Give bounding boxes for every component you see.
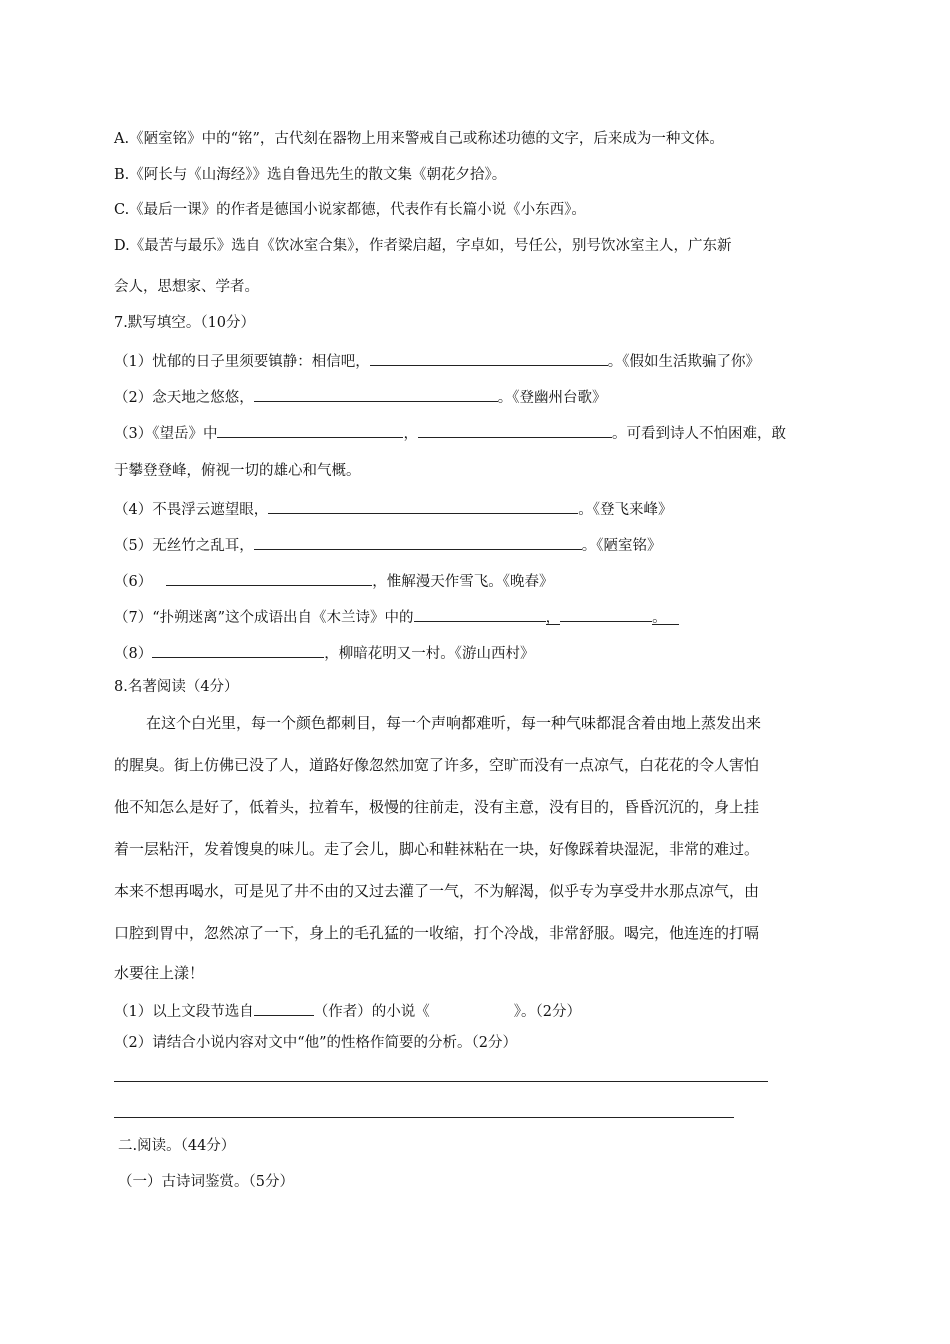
q7-item-5-prompt: （5）无丝竹之乱耳， — [114, 538, 254, 554]
q7-title: 7.默写填空。（10分） — [114, 315, 256, 331]
q7-item-7-blank-a[interactable] — [414, 605, 546, 622]
option-a: A.《陋室铭》中的“铭”，古代刻在器物上用来警戒自己或称述功德的文字，后来成为一种文体。 — [114, 131, 724, 147]
q7-item-8-source: ，柳暗花明又一村。《游山西村》 — [324, 646, 535, 662]
q7-item-2-prompt: （2）念天地之悠悠， — [114, 390, 254, 406]
q8-sub-1-prompt: （1）以上文段节选自 — [114, 1004, 254, 1020]
q7-item-4 — [114, 497, 672, 520]
q7-item-4-blank[interactable] — [268, 497, 578, 514]
q7-item-7-blank-b[interactable] — [560, 605, 652, 622]
q7-item-2 — [114, 385, 606, 408]
q7-item-8-blank[interactable] — [152, 641, 324, 658]
q7-item-6-prompt: （6） — [114, 574, 153, 590]
passage-line: 在这个白光里，每一个颜色都刺目，每一个声响都难听，每一种气味都混含着由地上蒸发出来 — [146, 714, 762, 732]
part2-subtitle: （一）古诗词鉴赏。（5分） — [118, 1174, 294, 1190]
q8-sub-1-tail: 》。（2分） — [513, 1004, 581, 1020]
q7-item-3-tail: 。可看到诗人不怕困难，敢 — [611, 426, 786, 442]
q7-item-3-blank-a[interactable] — [217, 421, 403, 438]
passage-line: 他不知怎么是好了，低着头，拉着车，极慢的往前走，没有主意，没有目的，昏昏沉沉的，身上挂 — [114, 798, 760, 816]
option-d-line1: D.《最苦与最乐》选自《饮冰室合集》，作者梁启超，字卓如，号任公，别号饮冰室主人，广东新 — [114, 238, 732, 254]
q7-item-8-prompt: （8） — [114, 646, 153, 662]
q7-item-6-source: ，惟解漫天作雪飞。《晚春》 — [372, 574, 554, 590]
q7-item-4-source: 。《登飞来峰》 — [578, 502, 673, 518]
q8-sub-1 — [114, 999, 581, 1022]
option-c: C.《最后一课》的作者是德国小说家都德，代表作有长篇小说《小东西》。 — [114, 202, 586, 218]
passage-line: 着一层粘汗，发着馊臭的味儿。走了会儿，脚心和鞋袜粘在一块，好像踩着块湿泥，非常的难过。 — [114, 840, 760, 858]
q7-item-1-blank[interactable] — [370, 349, 608, 366]
q7-item-6-blank[interactable] — [166, 569, 372, 586]
q7-item-3-blank-b[interactable] — [418, 421, 612, 438]
q8-title: 8.名著阅读（4分） — [114, 679, 239, 695]
q7-item-3-prompt: （3）《望岳》中 — [114, 426, 218, 442]
q7-item-5 — [114, 533, 661, 556]
q7-item-7-period: 。 — [652, 608, 679, 625]
q7-item-2-blank[interactable] — [254, 385, 498, 402]
passage-line: 口腔到胃中，忽然凉了一下，身上的毛孔猛的一收缩，打个冷战，非常舒服。喝完，他连连的打嗝 — [114, 924, 760, 942]
q7-item-4-prompt: （4）不畏浮云遮望眼， — [114, 502, 269, 518]
q7-item-7 — [114, 605, 679, 628]
q7-item-5-source: 。《陋室铭》 — [581, 538, 662, 554]
passage-line: 水要往上漾！ — [114, 964, 205, 982]
part2-title: 二.阅读。（44分） — [118, 1138, 236, 1154]
q7-item-1-source: 。《假如生活欺骗了你》 — [607, 354, 760, 370]
q7-item-7-prompt: （7）“扑朔迷离”这个成语出自《木兰诗》中的 — [114, 610, 414, 626]
q7-item-7-comma: ， — [545, 610, 561, 626]
passage-line: 本来不想再喝水，可是见了井不由的又过去灌了一气，不为解渴，似乎专为享受井水那点凉气，由 — [114, 882, 760, 900]
option-b: B.《阿长与《山海经》》选自鲁迅先生的散文集《朝花夕拾》。 — [114, 167, 507, 183]
q7-item-8 — [114, 641, 534, 664]
q8-sub-1-mid: （作者）的小说《 — [313, 1004, 430, 1020]
answer-line[interactable] — [114, 1117, 734, 1118]
q7-item-5-blank[interactable] — [254, 533, 582, 550]
option-d-line2: 会人，思想家、学者。 — [114, 279, 259, 295]
q8-sub-2: （2）请结合小说内容对文中“他”的性格作简要的分析。（2分） — [114, 1035, 518, 1051]
passage-line: 的腥臭。街上仿佛已没了人，道路好像忽然加宽了许多，空旷而没有一点凉气，白花花的令人害怕 — [114, 756, 760, 774]
answer-line[interactable] — [114, 1081, 768, 1082]
q7-item-1 — [114, 349, 760, 372]
q7-item-1-prompt: （1）忧郁的日子里须要镇静：相信吧， — [114, 354, 370, 370]
q7-item-3-cont: 于攀登登峰，俯视一切的雄心和气概。 — [114, 463, 361, 479]
q7-item-3-comma: ， — [403, 426, 418, 442]
q7-item-3 — [114, 421, 786, 444]
author-blank[interactable] — [254, 999, 314, 1016]
q7-item-2-source: 。《登幽州台歌》 — [497, 390, 607, 406]
q7-item-6 — [114, 569, 553, 592]
